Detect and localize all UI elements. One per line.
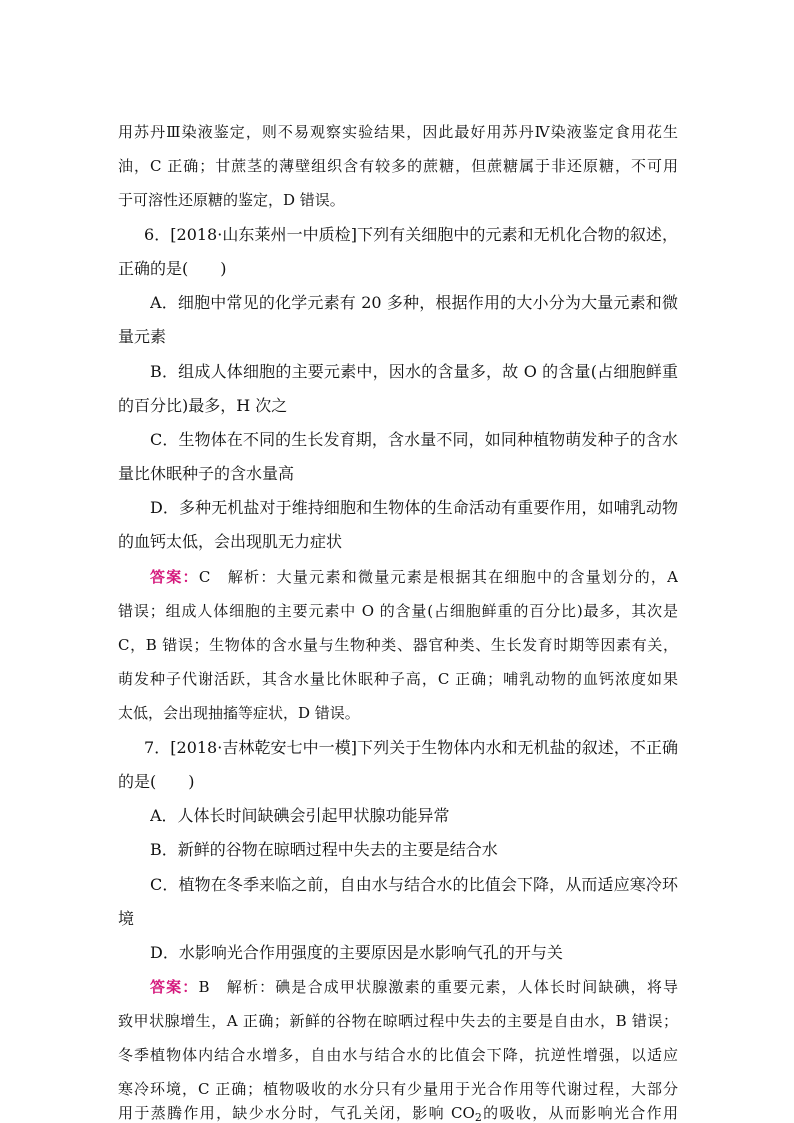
question-7-analysis-line-2: 致甲状腺增生，A 正确；新鲜的谷物在晾晒过程中失去的主要是自由水，B 错误； bbox=[118, 1012, 678, 1030]
question-6-option-c: C．生物体在不同的生长发育期，含水量不同，如同种植物萌发种子的含水 bbox=[150, 430, 678, 449]
question-6-analysis-line-5: 太低，会出现抽搐等症状，D 错误。 bbox=[118, 704, 360, 722]
question-7-option-a: A．人体长时间缺碘会引起甲状腺功能异常 bbox=[150, 806, 450, 825]
answer-label: 答案： bbox=[150, 978, 199, 996]
analysis-text-part: 的吸收，从而影响光合作用 bbox=[481, 1104, 678, 1122]
question-7-analysis-line-3: 冬季植物体内结合水增多，自由水与结合水的比值会下降，抗逆性增强，以适应 bbox=[118, 1046, 678, 1064]
co2-subscript: 2 bbox=[474, 1111, 482, 1123]
question-6-option-b: B．组成人体细胞的主要元素中，因水的含量多，故 O 的含量(占细胞鲜重 bbox=[150, 362, 678, 381]
question-6-option-b-cont: 的百分比)最多，H 次之 bbox=[118, 396, 288, 415]
analysis-continuation-line-3: 于可溶性还原糖的鉴定，D 错误。 bbox=[118, 191, 345, 209]
question-7-option-c: C．植物在冬季来临之前，自由水与结合水的比值会下降，从而适应寒冷环 bbox=[150, 875, 678, 894]
question-6-option-d: D．多种无机盐对于维持细胞和生物体的生命活动有重要作用，如哺乳动物 bbox=[150, 498, 678, 517]
question-7-option-d: D．水影响光合作用强度的主要原因是水影响气孔的开与关 bbox=[150, 943, 563, 962]
question-7-stem: 7．[2018·吉林乾安七中一模]下列关于生物体内水和无机盐的叙述，不正确 bbox=[144, 738, 678, 757]
question-6-stem-cont: 正确的是( ) bbox=[118, 259, 227, 278]
analysis-text-part: 用于蒸腾作用，缺少水分时，气孔关闭，影响 CO bbox=[118, 1104, 475, 1122]
question-7-option-c-cont: 境 bbox=[118, 909, 135, 928]
question-7-option-b: B．新鲜的谷物在晾晒过程中失去的主要是结合水 bbox=[150, 840, 498, 859]
question-6-answer bbox=[150, 566, 678, 588]
question-6-option-a-cont: 量元素 bbox=[118, 327, 167, 346]
question-7-analysis-line-5 bbox=[118, 1102, 678, 1123]
question-6-answer-text: C 解析：大量元素和微量元素是根据其在细胞中的含量划分的，A bbox=[198, 568, 678, 586]
question-6-option-d-cont: 的血钙太低，会出现肌无力症状 bbox=[118, 532, 343, 551]
question-6-analysis-line-3: C，B 错误；生物体的含水量与生物种类、器官种类、生长发育时期等因素有关， bbox=[118, 636, 678, 654]
analysis-continuation-line-1: 用苏丹Ⅲ染液鉴定，则不易观察实验结果，因此最好用苏丹Ⅳ染液鉴定食用花生 bbox=[118, 123, 678, 141]
question-6-analysis-line-4: 萌发种子代谢活跃，其含水量比休眠种子高，C 正确；哺乳动物的血钙浓度如果 bbox=[118, 670, 678, 688]
question-6-option-a: A．细胞中常见的化学元素有 20 多种，根据作用的大小分为大量元素和微 bbox=[150, 293, 678, 312]
analysis-continuation-line-2: 油，C 正确；甘蔗茎的薄壁组织含有较多的蔗糖，但蔗糖属于非还原糖，不可用 bbox=[118, 157, 678, 175]
question-6-analysis-line-2: 错误；组成人体细胞的主要元素中 O 的含量(占细胞鲜重的百分比)最多，其次是 bbox=[118, 602, 678, 620]
question-6-stem: 6．[2018·山东莱州一中质检]下列有关细胞中的元素和无机化合物的叙述， bbox=[144, 225, 678, 244]
question-7-stem-cont: 的是( ) bbox=[118, 772, 195, 791]
question-7-answer-text: B 解析：碘是合成甲状腺激素的重要元素，人体长时间缺碘，将导 bbox=[198, 978, 678, 996]
question-6-option-c-cont: 量比休眠种子的含水量高 bbox=[118, 464, 295, 483]
answer-label: 答案： bbox=[150, 568, 199, 586]
question-7-answer bbox=[150, 976, 678, 998]
question-7-analysis-line-4: 寒冷环境，C 正确；植物吸收的水分只有少量用于光合作用等代谢过程，大部分 bbox=[118, 1080, 678, 1098]
